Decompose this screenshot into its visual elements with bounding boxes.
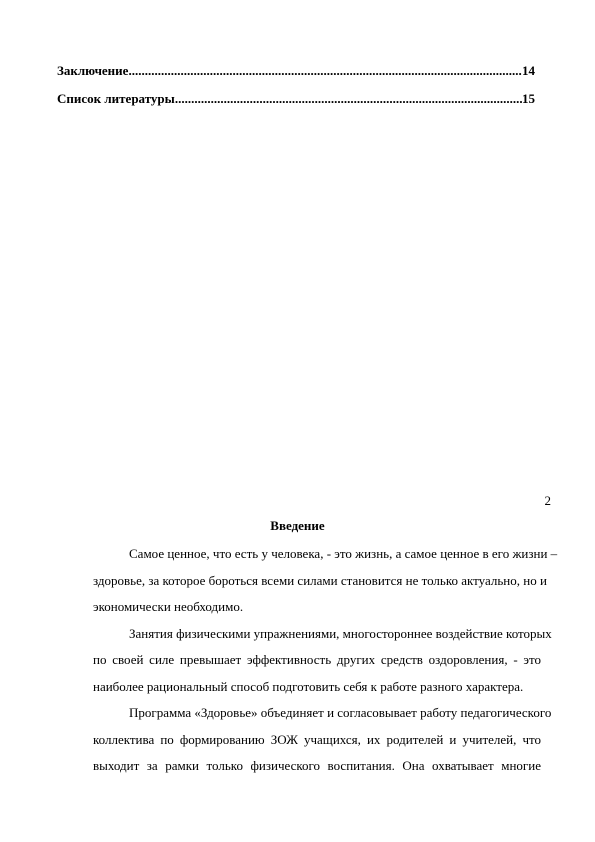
text-line: по своей силе превышает эффективность других средств оздоровления, - это [93, 652, 541, 667]
page-number: 2 [544, 493, 551, 508]
toc-entry-references [57, 85, 541, 113]
table-of-contents [57, 57, 541, 113]
toc-leader-dots [128, 57, 522, 85]
text-line: наиболее рациональный способ подготовить себя к работе разного характера. [93, 678, 524, 694]
section-heading: Введение [270, 518, 325, 533]
toc-entry-title: Заключение [57, 63, 129, 78]
toc-entry-conclusion [57, 57, 541, 85]
text-line: выходит за рамки только физического воспитания. Она охватывает многие [93, 758, 541, 773]
toc-entry-title: Список литературы [57, 91, 175, 106]
text-line: здоровье, за которое бороться всеми силами становится не только актуально, но и [93, 572, 547, 588]
toc-entry-page: 14 [522, 63, 535, 78]
paragraph [57, 541, 558, 621]
text-line: Занятия физическими упражнениями, многостороннее воздействие которых [129, 625, 552, 641]
toc-entry-page: 15 [522, 91, 535, 106]
text-line: Самое ценное, что есть у человека, - это жизнь, а самое ценное в его жизни – [129, 546, 558, 561]
toc-leader-dots [175, 85, 522, 113]
text-line: экономически необходимо. [93, 599, 244, 614]
body-text [57, 541, 558, 780]
paragraph [57, 700, 552, 780]
text-line: Программа «Здоровье» объединяет и согласовывает работу педагогического [129, 705, 552, 720]
paragraph [57, 621, 552, 701]
text-line: коллектива по формированию ЗОЖ учащихся, их родителей и учителей, что [93, 731, 541, 747]
